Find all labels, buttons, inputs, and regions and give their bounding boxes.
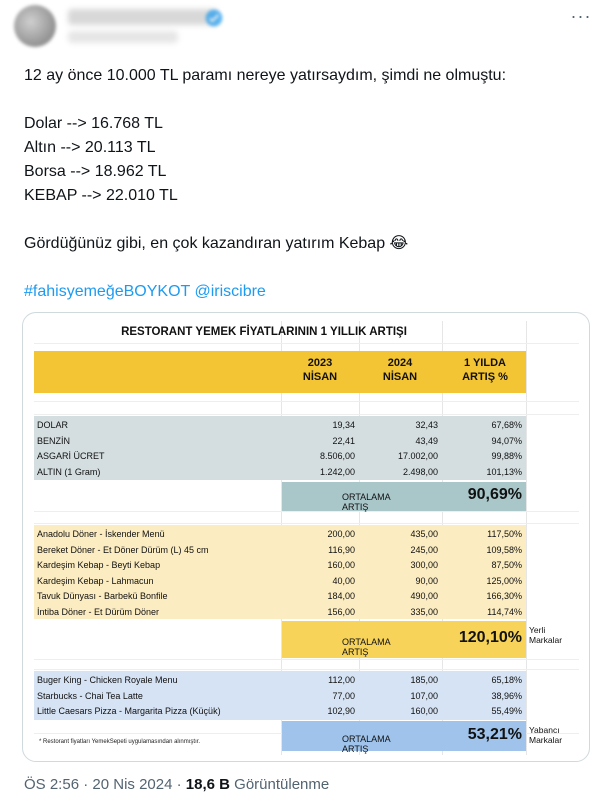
avatar[interactable] xyxy=(14,5,56,47)
row-value-2023: 40,00 xyxy=(332,575,355,586)
row-value-2023: 8.506,00 xyxy=(319,451,355,461)
display-name-blurred[interactable] xyxy=(68,9,218,25)
row-label: İntiba Döner - Et Dürüm Döner xyxy=(37,606,160,617)
group3-avg-label: ORTALAMA ARTIŞ xyxy=(342,734,391,754)
row-value-2023: 160,00 xyxy=(327,560,355,570)
row-value-pct: 117,50% xyxy=(487,529,522,539)
row-value-2023: 102,90 xyxy=(327,706,355,716)
row-value-2023: 22,41 xyxy=(332,435,355,446)
row-value-2023: 156,00 xyxy=(327,606,355,617)
row-label: Kardeşim Kebap - Lahmacun xyxy=(37,575,154,586)
row-value-2024: 490,00 xyxy=(410,591,438,601)
tweet-line-dolar: Dolar --> 16.768 TL xyxy=(24,115,163,132)
group3-note-line1: Yabancı xyxy=(529,725,560,735)
row-value-pct: 65,18% xyxy=(491,675,522,685)
table-row xyxy=(34,605,526,620)
row-label: Starbucks - Chai Tea Latte xyxy=(37,690,143,701)
col-header-2024 xyxy=(360,356,440,384)
table-row xyxy=(34,449,526,464)
table-row xyxy=(34,465,526,480)
view-count: 18,6 B xyxy=(185,776,230,793)
table-row xyxy=(34,543,526,558)
table-row xyxy=(34,704,526,719)
col-header-change xyxy=(444,356,526,384)
table-row xyxy=(34,589,526,604)
row-value-2023: 184,00 xyxy=(327,591,355,601)
row-label: Buger King - Chicken Royale Menu xyxy=(37,675,178,685)
row-value-pct: 99,88% xyxy=(491,451,522,461)
row-value-2023: 77,00 xyxy=(332,690,355,701)
row-value-pct: 55,49% xyxy=(491,706,522,716)
row-value-2024: 43,49 xyxy=(415,435,438,446)
row-value-pct: 125,00% xyxy=(486,575,522,586)
row-value-2024: 17.002,00 xyxy=(397,451,438,461)
hashtag-link[interactable]: #fahisyemeğeBOYKOT xyxy=(24,283,191,300)
row-value-pct: 94,07% xyxy=(491,435,522,446)
row-value-2024: 245,00 xyxy=(410,544,438,555)
table-row xyxy=(34,418,526,433)
col-header-change-bottom: ARTIŞ % xyxy=(462,371,508,383)
row-value-2024: 300,00 xyxy=(410,560,438,570)
row-label: DOLAR xyxy=(37,420,69,430)
row-value-2023: 19,34 xyxy=(332,420,355,430)
table-row xyxy=(34,673,526,688)
group2-avg-label: ORTALAMA ARTIŞ xyxy=(342,637,391,657)
tweet-text xyxy=(24,64,584,304)
table-row xyxy=(34,689,526,704)
tweet-image[interactable] xyxy=(22,312,590,762)
col-header-change-top: 1 YILDA xyxy=(464,357,506,369)
tweet-line-intro: 12 ay önce 10.000 TL paramı nereye yatırsaydım, şimdi ne olmuştu: xyxy=(24,67,507,84)
row-value-pct: 166,30% xyxy=(486,591,522,601)
tweet-line-altin: Altın --> 20.113 TL xyxy=(24,139,156,156)
table-row xyxy=(34,434,526,449)
row-label: BENZİN xyxy=(37,435,71,446)
group2-note-line2: Markalar xyxy=(529,635,563,645)
price-table xyxy=(34,321,579,755)
tweet-meta: ÖS 2:56 · 20 Nis 2024 · 18,6 B Görüntülenme xyxy=(24,776,330,793)
group3-avg-value: 53,21% xyxy=(467,726,522,743)
more-options-icon[interactable]: ··· xyxy=(570,6,592,26)
group3-note-line2: Markalar xyxy=(529,735,563,745)
row-value-2024: 185,00 xyxy=(410,675,438,685)
col-header-2023 xyxy=(282,356,358,384)
row-value-2023: 112,00 xyxy=(328,675,355,685)
row-value-2023: 200,00 xyxy=(327,529,355,539)
group2-note xyxy=(529,625,562,645)
group2-note-line1: Yerli xyxy=(529,625,546,635)
handle-blurred[interactable] xyxy=(68,31,178,43)
col-header-2024-month: NİSAN xyxy=(382,371,418,383)
table-row xyxy=(34,558,526,573)
tweet-header xyxy=(0,0,609,56)
row-label: Anadolu Döner - İskender Menü xyxy=(37,529,165,539)
verified-icon xyxy=(204,8,224,28)
row-label: ALTIN (1 Gram) xyxy=(37,466,101,477)
row-label: ASGARİ ÜCRET xyxy=(37,451,105,461)
table-title: RESTORANT YEMEK FİYATLARININ 1 YILLIK ARTIŞI xyxy=(121,326,407,338)
row-value-pct: 38,96% xyxy=(491,690,522,701)
group1-avg-value: 90,69% xyxy=(467,486,522,503)
row-value-pct: 101,13% xyxy=(486,466,522,477)
table-row xyxy=(34,574,526,589)
view-count-label: Görüntülenme xyxy=(234,776,330,793)
group2-avg-value: 120,10% xyxy=(458,629,522,646)
row-value-2024: 90,00 xyxy=(415,575,438,586)
table-footnote: * Restorant fiyatları YemekSepeti uygulamasından alınmıştır. xyxy=(39,739,201,745)
row-label: Kardeşim Kebap - Beyti Kebap xyxy=(37,560,161,570)
group3-note xyxy=(529,725,562,745)
row-value-pct: 67,68% xyxy=(491,420,522,430)
tweet-line-borsa: Borsa --> 18.962 TL xyxy=(24,163,167,180)
row-label: Bereket Döner - Et Döner Dürüm (L) 45 cm xyxy=(37,544,209,555)
col-header-2023-year: 2023 xyxy=(307,357,333,369)
row-value-2024: 32,43 xyxy=(415,420,438,430)
row-value-pct: 87,50% xyxy=(491,560,522,570)
tweet-line-kebap: KEBAP --> 22.010 TL xyxy=(24,187,178,204)
tweet-line-conclusion: Gördüğünüz gibi, en çok kazandıran yatırım Kebap 😂 xyxy=(24,235,409,252)
row-value-pct: 109,58% xyxy=(486,544,522,555)
row-label: Little Caesars Pizza - Margarita Pizza (Küçük) xyxy=(37,706,221,716)
row-value-2024: 2.498,00 xyxy=(402,466,438,477)
row-value-pct: 114,74% xyxy=(487,606,522,617)
tweet-time[interactable]: ÖS 2:56 xyxy=(24,776,80,793)
mention-link[interactable]: @iriscibre xyxy=(194,283,266,300)
row-value-2024: 160,00 xyxy=(410,706,438,716)
group1-avg-label: ORTALAMA ARTIŞ xyxy=(342,492,391,512)
table-row xyxy=(34,527,526,542)
row-label: Tavuk Dünyası - Barbekü Bonfile xyxy=(37,591,168,601)
row-value-2023: 1.242,00 xyxy=(319,466,355,477)
row-value-2024: 435,00 xyxy=(410,529,438,539)
row-value-2023: 116,90 xyxy=(328,544,355,555)
col-header-2024-year: 2024 xyxy=(387,357,413,369)
col-header-2023-month: NİSAN xyxy=(302,371,338,383)
row-value-2024: 335,00 xyxy=(410,606,438,617)
row-value-2024: 107,00 xyxy=(410,690,438,701)
tweet-date[interactable]: 20 Nis 2024 xyxy=(92,776,173,793)
